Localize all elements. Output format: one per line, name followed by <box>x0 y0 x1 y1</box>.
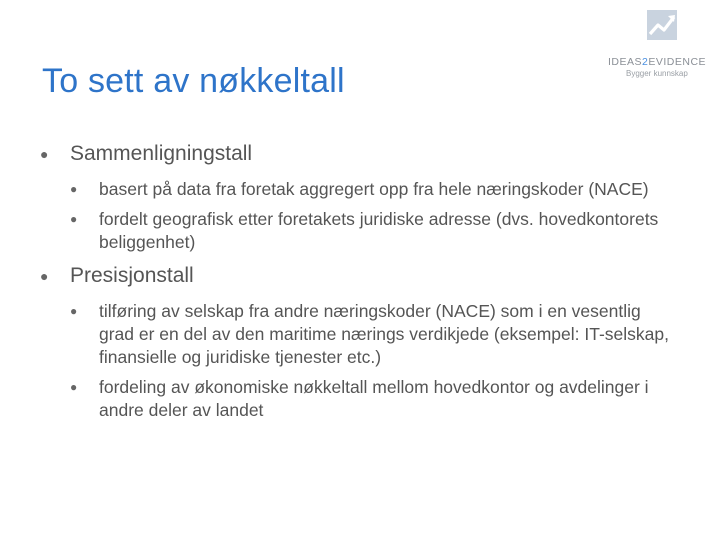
bullet-text: Sammenligningstall <box>70 142 253 165</box>
bullet-dot-icon: ● <box>70 212 78 226</box>
logo-tagline: Bygger kunnskap <box>626 69 688 78</box>
sub-bullet-text: basert på data fra foretak aggregert opp fra hele næringskoder (NACE) <box>99 179 649 199</box>
bullet-item <box>40 262 680 290</box>
sub-bullet-text: tilføring av selskap fra andre næringskoder (NACE) som i en vesentlig grad er en del av den maritime nærings verdikjede (eksempel: IT-selskap, finansielle og juridiske tjenester etc.) <box>99 301 669 367</box>
bullet-dot-icon: ● <box>40 146 49 162</box>
sub-bullet-list <box>40 300 680 422</box>
bullet-dot-icon: ● <box>70 380 78 394</box>
sub-bullet-text: fordelt geografisk etter foretakets juridiske adresse (dvs. hovedkontorets beliggenhet) <box>99 209 659 252</box>
sub-bullet-item <box>40 300 680 369</box>
logo-name-accent: 2 <box>642 56 649 68</box>
bullet-dot-icon: ● <box>70 182 78 196</box>
logo-name <box>608 56 706 68</box>
slide-title: To sett av nøkkeltall <box>42 62 345 100</box>
sub-bullet-text: fordeling av økonomiske nøkkeltall mellom hovedkontor og avdelinger i andre deler av landet <box>99 377 649 420</box>
bullet-text: Presisjonstall <box>70 264 194 287</box>
sub-bullet-item <box>40 178 680 201</box>
logo-name-part1: IDEAS <box>608 56 643 68</box>
bullet-dot-icon: ● <box>70 304 78 318</box>
company-logo <box>600 6 718 80</box>
bullet-dot-icon: ● <box>40 268 49 284</box>
bullet-item <box>40 140 680 168</box>
bullet-list <box>40 140 680 430</box>
sub-bullet-item <box>40 376 680 422</box>
sub-bullet-item <box>40 208 680 254</box>
sub-bullet-list <box>40 178 680 254</box>
chart-trend-icon <box>647 10 677 40</box>
logo-name-part2: EVIDENCE <box>648 56 707 68</box>
